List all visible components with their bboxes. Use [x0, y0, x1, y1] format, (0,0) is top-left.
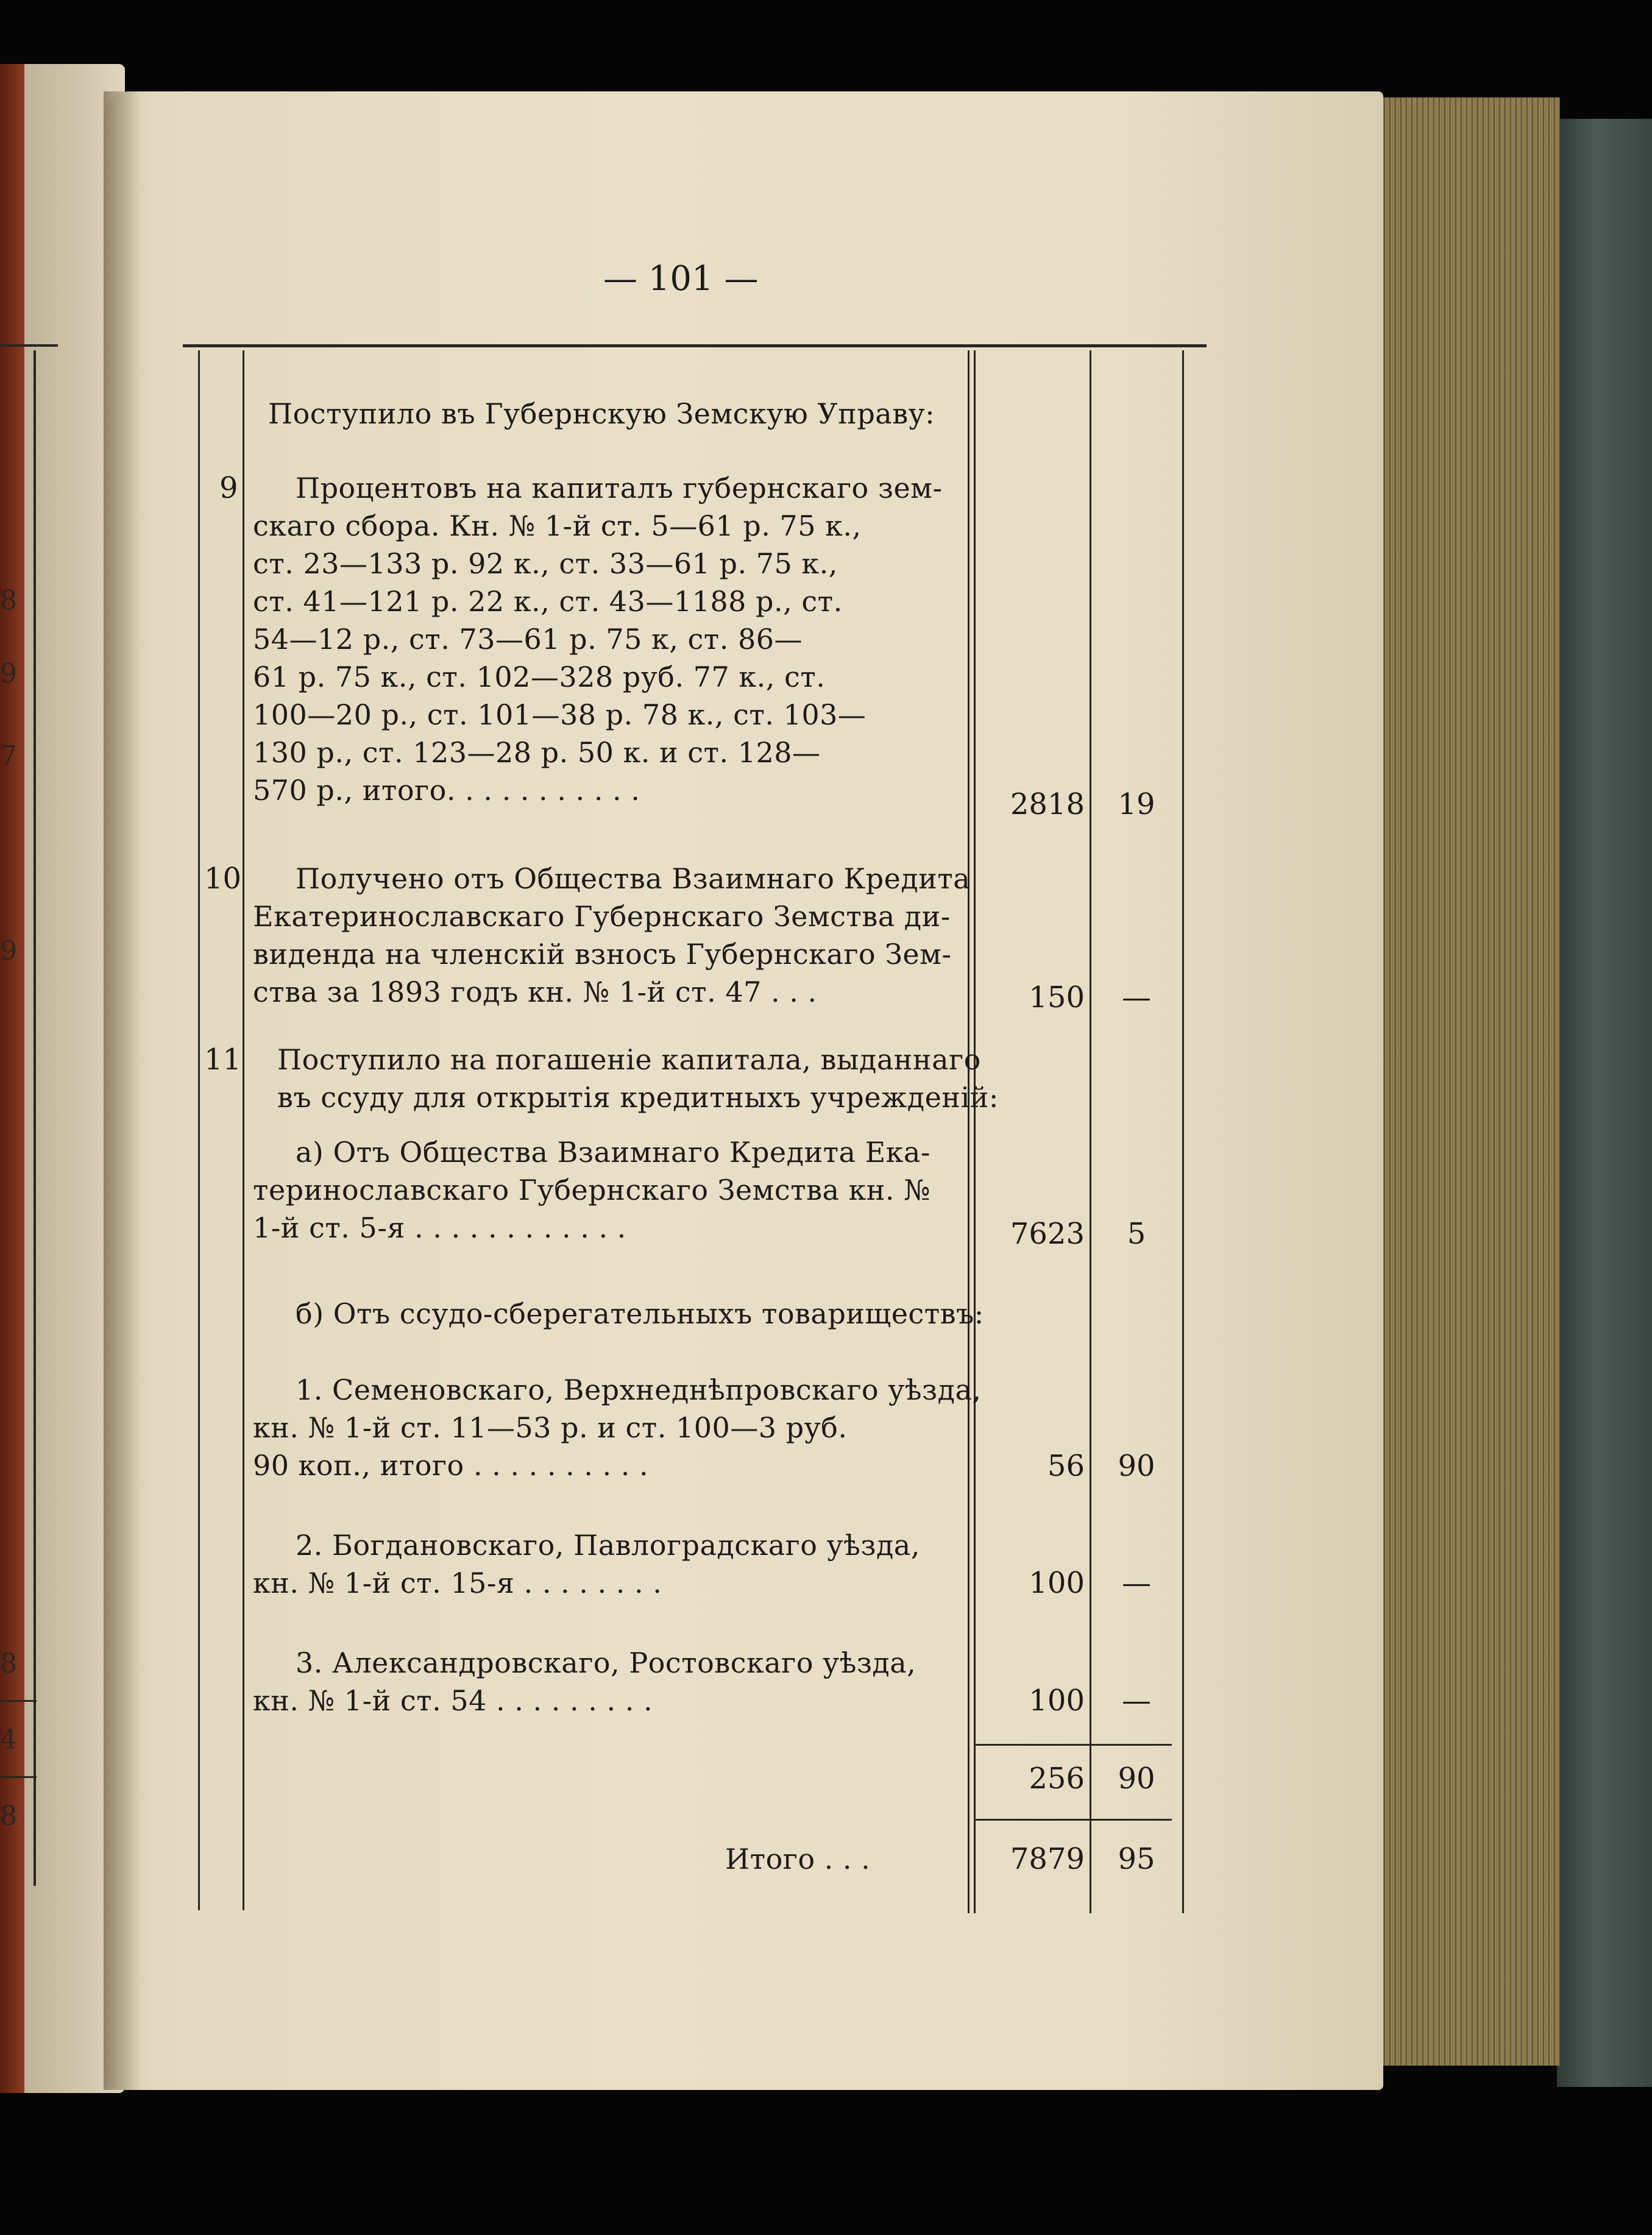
page-gutter-shadow — [104, 91, 140, 2090]
entry-line: 1. Семеновскаго, Верхнеднѣпровскаго уѣзда, — [296, 1373, 982, 1406]
margin-number: 8 — [0, 1801, 17, 1832]
entry-line: 100—20 р., ст. 101—38 р. 78 к., ст. 103— — [253, 698, 867, 731]
entry-line: Поступило на погашеніе капитала, выданнаго — [277, 1043, 981, 1076]
entry-line: 570 р., итого. . . . . . . . . . . — [253, 774, 640, 807]
entry-line: кн. № 1-й ст. 54 . . . . . . . . . — [253, 1684, 653, 1717]
entry-line: теринославскаго Губернскаго Земства кн. № — [253, 1174, 931, 1206]
amount-rubles: 56 — [1047, 1449, 1085, 1483]
entry-line: Екатеринославскаго Губернскаго Земства ди- — [253, 900, 951, 933]
entry-text — [253, 1371, 982, 1484]
entry-line: Получено отъ Общества Взаимнаго Кредита — [296, 862, 971, 895]
amount-kopeks: 5 — [1127, 1217, 1146, 1251]
entry-line: 61 р. 75 к., ст. 102—328 руб. 77 к., ст. — [253, 661, 826, 693]
amount-kopeks: 90 — [1118, 1449, 1155, 1483]
amount-rubles: 100 — [1029, 1684, 1085, 1718]
amount-rubles: 2818 — [1010, 787, 1085, 821]
total-label: Итого . . . — [725, 1843, 871, 1875]
book-cover-left — [0, 64, 24, 2093]
table-top-rule — [183, 344, 1207, 347]
entry-number: 10 — [204, 862, 242, 896]
entry-line: а) Отъ Общества Взаимнаго Кредита Ека- — [296, 1136, 931, 1169]
amount-kopeks: — — [1122, 1684, 1151, 1718]
entry-text — [253, 469, 943, 809]
entry-line: ства за 1893 годъ кн. № 1-й ст. 47 . . . — [253, 976, 817, 1008]
book-cover-right — [1557, 119, 1652, 2087]
total-kopeks: 95 — [1118, 1842, 1155, 1876]
entry-number: 9 — [219, 471, 238, 505]
entry-line: 130 р., ст. 123—28 р. 50 к. и ст. 128— — [253, 736, 821, 769]
entry-text — [253, 1041, 999, 1116]
column-rule-rubles — [1090, 350, 1091, 1913]
entry-text — [253, 860, 970, 1011]
facing-page-rule-2 — [0, 1700, 37, 1702]
margin-number: 8 — [0, 585, 17, 616]
entry-line: 1-й ст. 5-я . . . . . . . . . . . . — [253, 1211, 626, 1244]
entry-line: Процентовъ на капиталъ губернскаго зем- — [296, 472, 943, 505]
amount-kopeks: 19 — [1118, 787, 1155, 821]
entry-line: 90 коп., итого . . . . . . . . . . — [253, 1449, 649, 1482]
subtotal-kopeks: 90 — [1118, 1762, 1155, 1796]
entry-line: кн. № 1-й ст. 15-я . . . . . . . . — [253, 1567, 662, 1599]
entry-line: 2. Богдановскаго, Павлоградскаго уѣзда, — [296, 1529, 920, 1562]
facing-page-rule-3 — [0, 1776, 37, 1778]
entry-line: виденда на членскій взносъ Губернскаго Зем- — [253, 938, 952, 971]
entry-text — [253, 1133, 931, 1247]
entry-line: кн. № 1-й ст. 11—53 р. и ст. 100—3 руб. — [253, 1411, 848, 1444]
page-block-edge — [1359, 97, 1560, 2066]
subtotal-rule — [974, 1744, 1172, 1746]
entry-line: ст. 41—121 р. 22 к., ст. 43—1188 р., ст. — [253, 585, 843, 618]
column-rule-kopeks — [1182, 350, 1184, 1913]
entry-text — [253, 1644, 916, 1720]
amount-rubles: 150 — [1029, 980, 1085, 1015]
entry-text — [253, 1526, 920, 1602]
column-rule-text-right-a — [968, 350, 970, 1913]
margin-number: 9 — [0, 935, 17, 966]
entry-line: 3. Александровскаго, Ростовскаго уѣзда, — [296, 1646, 916, 1679]
entry-line: 54—12 р., ст. 73—61 р. 75 к, ст. 86— — [253, 623, 803, 656]
facing-page-rule — [0, 344, 58, 347]
column-rule-text-right-b — [974, 350, 976, 1913]
entry-text — [253, 1295, 984, 1333]
entry-number: 11 — [204, 1043, 242, 1077]
subtotal-rubles: 256 — [1029, 1762, 1085, 1796]
amount-rubles: 100 — [1029, 1566, 1085, 1600]
page-number-header: — 101 — — [603, 259, 759, 299]
amount-rubles: 7623 — [1010, 1217, 1085, 1251]
margin-number: 7 — [0, 740, 17, 771]
margin-number: 8 — [0, 1648, 17, 1679]
entry-line: скаго сбора. Кн. № 1-й ст. 5—61 р. 75 к., — [253, 509, 862, 542]
total-rule — [974, 1819, 1172, 1821]
amount-kopeks: — — [1122, 1566, 1151, 1600]
total-rubles: 7879 — [1010, 1842, 1085, 1876]
margin-number: 9 — [0, 658, 17, 689]
margin-number: 4 — [0, 1724, 17, 1755]
amount-kopeks: — — [1122, 980, 1151, 1015]
section-heading: Поступило въ Губернскую Земскую Управу: — [268, 397, 935, 430]
column-rule-number — [243, 350, 244, 1910]
entry-line: б) Отъ ссудо-сберегательныхъ товариществъ: — [296, 1297, 984, 1330]
entry-line: ст. 23—133 р. 92 к., ст. 33—61 р. 75 к., — [253, 547, 838, 580]
facing-page-column-rule — [34, 350, 36, 1886]
column-rule-outer-left — [198, 350, 200, 1910]
entry-line: въ ссуду для открытія кредитныхъ учрежденій: — [277, 1081, 999, 1114]
